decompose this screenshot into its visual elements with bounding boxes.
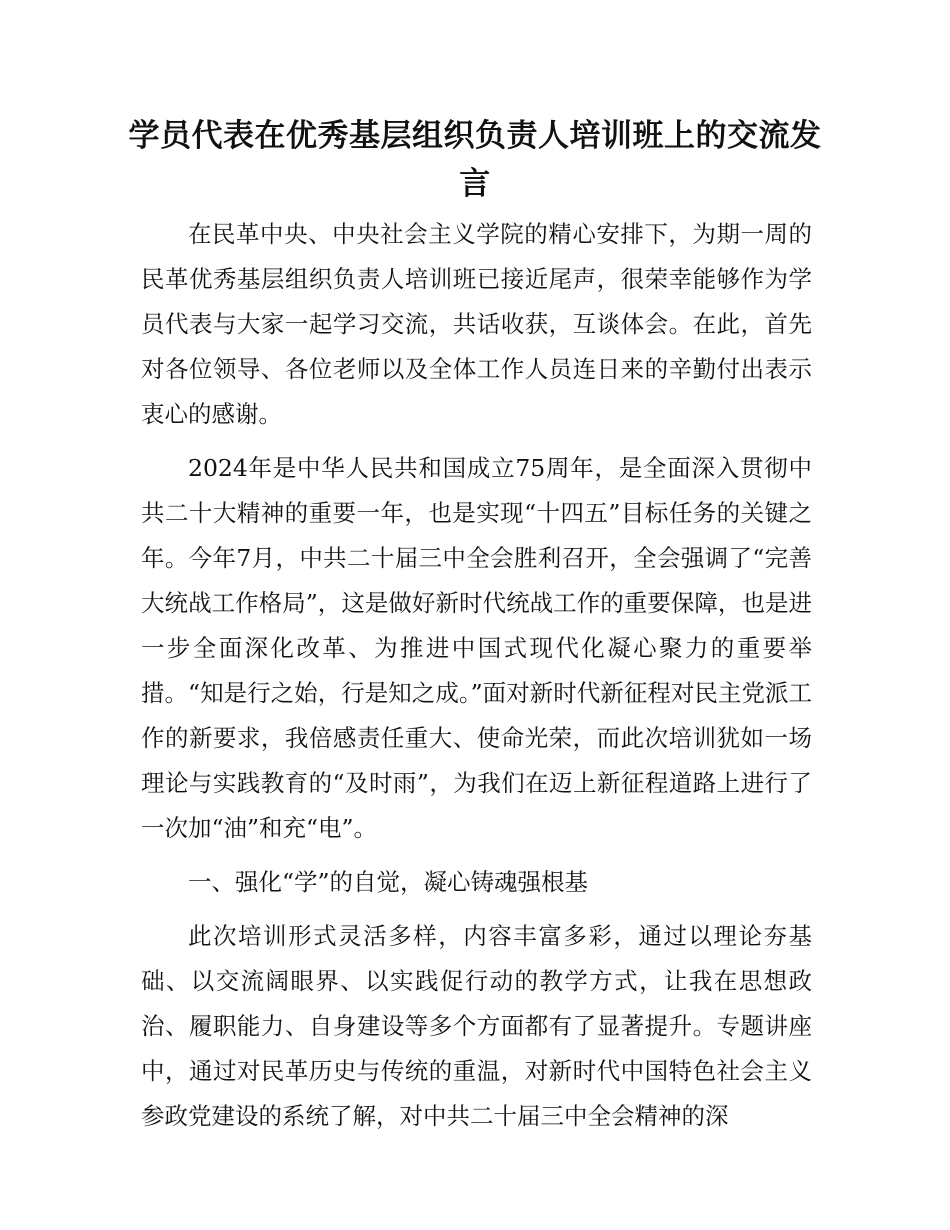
paragraph-section-one: 此次培训形式灵活多样，内容丰富多彩，通过以理论夯基础、以交流阔眼界、以实践促行动的教学方式，让我在思想政治、履职能力、自身建设等多个方面都有了显著提升。专题讲座中，通过对民革历史与传统的重温，对新时代中国特色社会主义参政党建设的系统了解，对中共二十届三中全会精神的深 bbox=[141, 922, 812, 1130]
paragraph-background: 2024年是中华人民共和国成立75周年，是全面深入贯彻中共二十大精神的重要一年，也是实现“十四五”目标任务的关键之年。今年7月，中共二十届三中全会胜利召开，全会强调了“完善大统战工作格局”，这是做好新时代统战工作的重要保障，也是进一步全面深化改革、为推进中国式现代化凝心聚力的重要举措。“知是行之始，行是知之成。”面对新时代新征程对民主党派工作的新要求，我倍感责任重大、使命光荣，而此次培训犹如一场理论与实践教育的“及时雨”，为我们在迈上新征程道路上进行了一次加“油”和充“电”。 bbox=[141, 454, 812, 842]
section-heading: 一、强化“学”的自觉，凝心铸魂强根基 bbox=[188, 868, 589, 896]
document-body bbox=[141, 212, 812, 1148]
document-title: 学员代表在优秀基层组织负责人培训班上的交流发言 bbox=[128, 118, 822, 202]
paragraph-intro: 在民革中央、中央社会主义学院的精心安排下，为期一周的民革优秀基层组织负责人培训班已接近尾声，很荣幸能够作为学员代表与大家一起学习交流，共话收获，互谈体会。在此，首先对各位领导、各位老师以及全体工作人员连日来的辛勤付出表示衷心的感谢。 bbox=[141, 220, 812, 428]
